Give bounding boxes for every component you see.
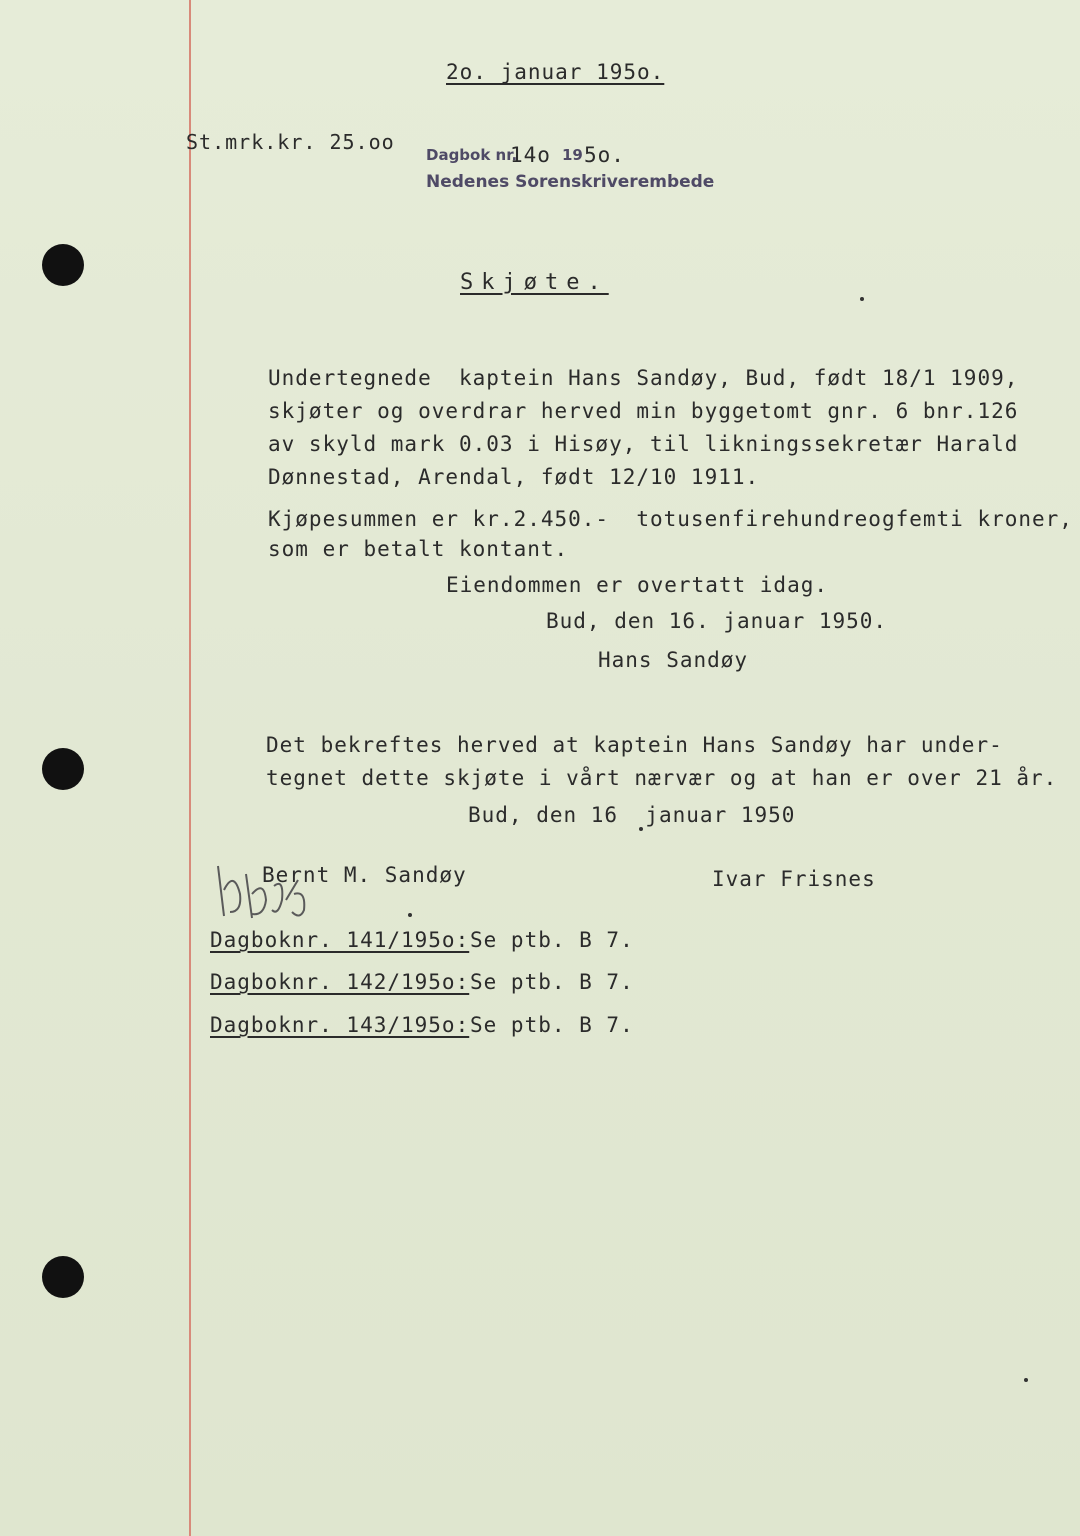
stamp-dagbok-label: Dagbok nr. [426,146,518,164]
witness-2: Ivar Frisnes [712,867,876,891]
ink-speck [639,827,643,831]
dagbok-entry-note: Se ptb. B 7. [470,928,634,952]
stamp-office: Nedenes Sorenskriverembede [426,172,715,192]
seller-signature: Hans Sandøy [598,648,749,672]
body-line-2: skjøter og overdrar herved min byggetomt gnr. 6 bnr.126 [268,399,1019,423]
body-line-3: av skyld mark 0.03 i Hisøy, til likningssekretær Harald [268,432,1019,456]
punch-hole-bottom [42,1256,84,1298]
margin-rule [189,0,191,1536]
witness-1: Bernt M. Sandøy [262,863,467,887]
body-line-1: Undertegnede kaptein Hans Sandøy, Bud, født 18/1 1909, [268,366,1019,390]
dagbok-entry-ref: Dagboknr. 141/195o: [210,928,470,952]
document-date: 2o. januar 195o. [446,60,665,84]
dagbok-entry-note: Se ptb. B 7. [470,1013,634,1037]
ink-speck [860,297,864,301]
seller-place-date: Bud, den 16. januar 1950. [546,609,888,633]
dagbok-entry-ref: Dagboknr. 142/195o: [210,970,470,994]
stamp-duty: St.mrk.kr. 25.oo [186,130,395,154]
body-line-5: Kjøpesummen er kr.2.450.- totusenfirehundreogfemti kroner, [268,507,1073,531]
possession-line: Eiendommen er overtatt idag. [446,573,829,597]
document-title: Skjøte. [460,270,609,295]
attestation-line-1: Det bekreftes herved at kaptein Hans Sandøy har under- [266,733,1003,757]
punch-hole-middle [42,748,84,790]
stamp-dagbok-number: 14o [510,143,551,167]
stamp-year-suffix: 5o. [584,143,625,167]
ink-speck [1024,1378,1028,1382]
ink-speck [408,913,412,917]
dagbok-entry-ref: Dagboknr. 143/195o: [210,1013,470,1037]
punch-hole-top [42,244,84,286]
attestation-place-date: Bud, den 16 januar 1950 [468,803,796,827]
body-line-4: Dønnestad, Arendal, født 12/10 1911. [268,465,760,489]
body-line-6: som er betalt kontant. [268,537,569,561]
dagbok-entry-note: Se ptb. B 7. [470,970,634,994]
stamp-year-prefix: 19 [562,146,583,164]
handwritten-initials [212,860,312,924]
attestation-line-2: tegnet dette skjøte i vårt nærvær og at han er over 21 år. [266,766,1058,790]
